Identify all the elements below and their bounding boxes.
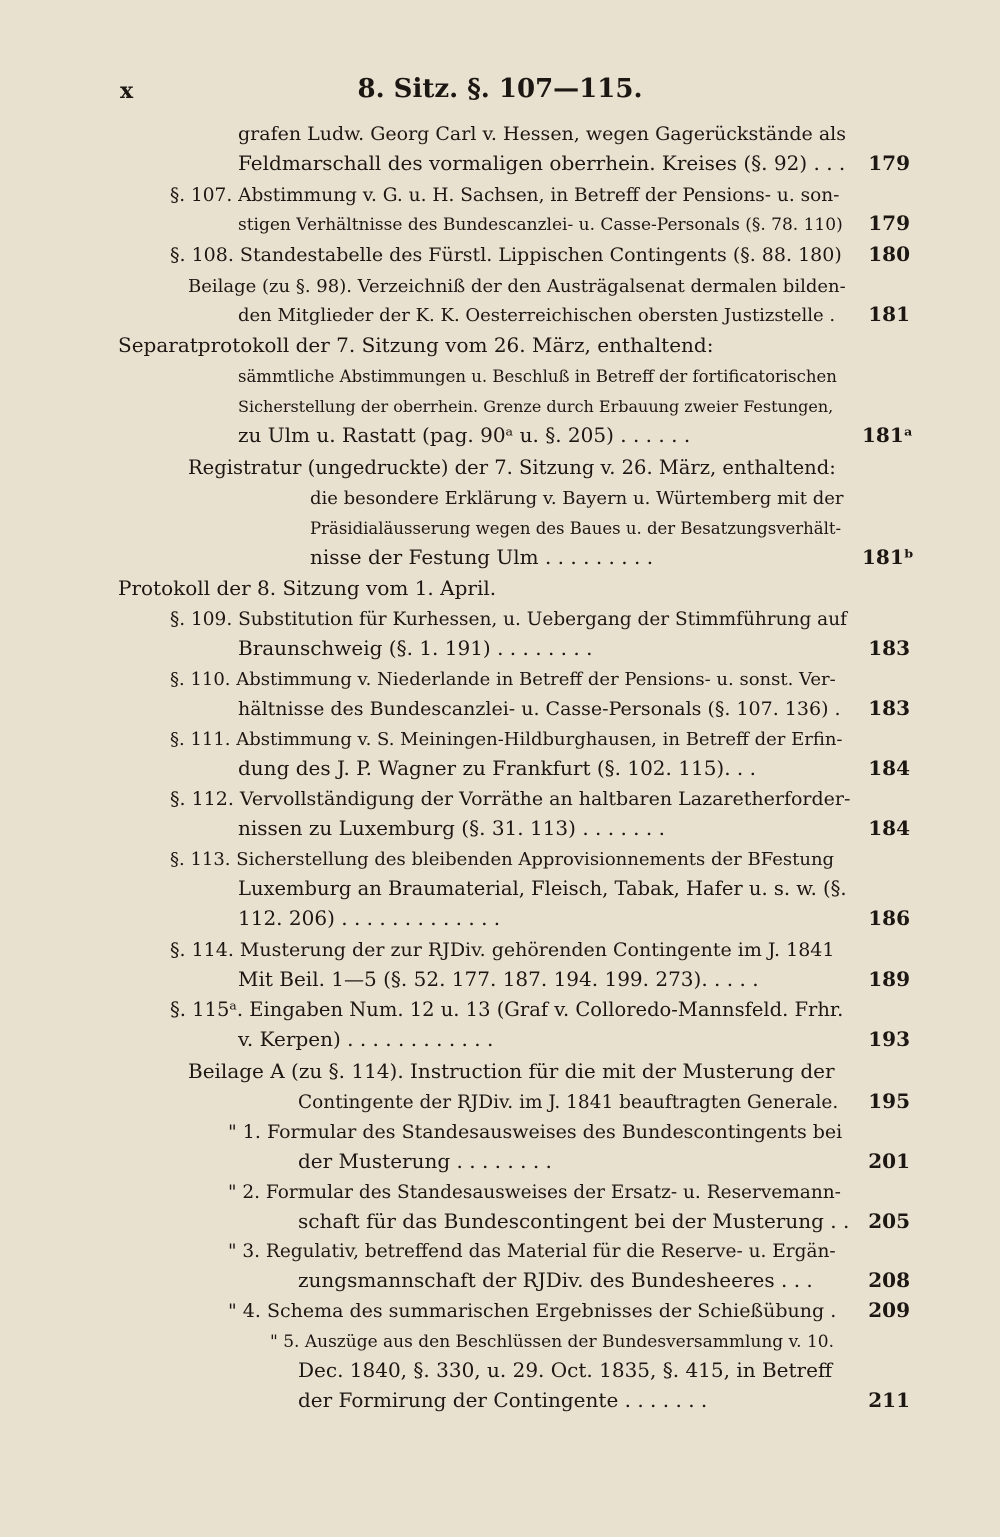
toc-line-text: 112. 206) . . . . . . . . . . . . . (238, 906, 501, 930)
toc-line (118, 573, 496, 604)
toc-line-text: Luxemburg an Braumaterial, Fleisch, Tabak, Hafer u. s. w. (§. (238, 877, 847, 900)
toc-line-text: " 3. Regulativ, betreffend das Material für die Reserve- u. Ergän- (228, 1241, 836, 1262)
toc-line-text: Protokoll der 8. Sitzung vom 1. April. (118, 576, 497, 600)
toc-line-text: der Musterung . . . . . . . . (298, 1149, 552, 1173)
toc-line-text: Feldmarschall des vormaligen oberrhein. Kreises (§. 92) . . . (238, 151, 846, 175)
toc-line (170, 663, 836, 694)
toc-line (238, 633, 592, 664)
toc-page-ref: 189 (868, 967, 910, 991)
toc-page-ref: 180 (868, 242, 910, 266)
toc-line (270, 1325, 834, 1356)
toc-line-text: v. Kerpen) . . . . . . . . . . . . (238, 1027, 494, 1051)
toc-line (170, 934, 834, 965)
toc-line-text: Beilage (zu §. 98). Verzeichniß der den Austrägalsenat dermalen bilden- (188, 276, 846, 297)
toc-line-text: " 1. Formular des Standesausweises des Bundescontingents bei (228, 1121, 843, 1143)
toc-line-text: §. 113. Sicherstellung des bleibenden Approvisionnements der BFestung (170, 849, 835, 870)
toc-page-ref: 209 (868, 1298, 910, 1322)
toc-line-text: grafen Ludw. Georg Carl v. Hessen, wegen Gagerückstände als (238, 123, 846, 145)
toc-line (238, 208, 843, 239)
toc-line (298, 1265, 813, 1296)
toc-page-ref: 208 (868, 1268, 910, 1292)
toc-page-ref: 183 (868, 696, 910, 720)
toc-line (170, 783, 850, 814)
page-number: x (120, 78, 134, 104)
toc-line-text: §. 107. Abstimmung v. G. u. H. Sachsen, in Betreff der Pensions- u. son- (170, 185, 840, 206)
toc-line (310, 542, 653, 573)
toc-line (170, 239, 842, 270)
toc-line-text: §. 114. Musterung der zur RJDiv. gehörenden Contingente im J. 1841 (170, 939, 835, 961)
toc-line (238, 693, 841, 724)
toc-line-text: Mit Beil. 1—5 (§. 52. 177. 187. 194. 199. 273). . . . . (238, 967, 759, 991)
toc-line (170, 723, 843, 754)
toc-line (118, 330, 713, 361)
toc-page-ref: 205 (868, 1209, 910, 1233)
toc-line (298, 1146, 552, 1177)
toc-line (188, 1056, 835, 1087)
toc-line (238, 148, 845, 179)
toc-line (170, 603, 847, 634)
toc-line (188, 270, 846, 301)
toc-line-text: §. 108. Standestabelle des Fürstl. Lippischen Contingents (§. 88. 180) (170, 244, 842, 266)
toc-line (238, 903, 500, 934)
toc-line-text: sämmtliche Abstimmungen u. Beschluß in Betreff der fortificatorischen (238, 367, 837, 386)
toc-line-text: dung des J. P. Wagner zu Frankfurt (§. 102. 115). . . (238, 756, 757, 780)
toc-page-ref: 201 (868, 1149, 910, 1173)
toc-line-text: " 4. Schema des summarischen Ergebnisses der Schießübung . (228, 1300, 837, 1322)
toc-line (298, 1086, 838, 1117)
toc-line (238, 964, 759, 995)
toc-line-text: die besondere Erklärung v. Bayern u. Würtemberg mit der (310, 488, 844, 509)
toc-line-text: Contingente der RJDiv. im J. 1841 beauftragten Generale. (298, 1092, 839, 1113)
toc-page-ref: 181ᵇ (862, 545, 914, 569)
toc-line (238, 299, 835, 330)
toc-line (170, 179, 839, 210)
toc-line (238, 1024, 493, 1055)
toc-line-text: zu Ulm u. Rastatt (pag. 90ᵃ u. §. 205) . . . . . . (238, 423, 691, 447)
toc-line-text: " 5. Auszüge aus den Beschlüssen der Bundesversammlung v. 10. (270, 1332, 835, 1352)
toc-page-ref: 186 (868, 906, 910, 930)
toc-page-ref: 193 (868, 1027, 910, 1051)
toc-line-text: hältnisse des Bundescanzlei- u. Casse-Personals (§. 107. 136) . (238, 698, 841, 720)
toc-line (238, 753, 756, 784)
toc-page-ref: 195 (868, 1089, 910, 1113)
toc-line-text: nisse der Festung Ulm . . . . . . . . . (310, 545, 654, 569)
toc-line (228, 1176, 841, 1207)
toc-line (228, 1295, 836, 1326)
toc-line (170, 994, 843, 1025)
toc-line (228, 1235, 836, 1266)
toc-page-ref: 179 (868, 151, 910, 175)
toc-line (238, 420, 690, 451)
toc-page-ref: 179 (868, 211, 910, 235)
toc-line-text: Registratur (ungedruckte) der 7. Sitzung v. 26. März, enthaltend: (188, 456, 836, 479)
toc-line-text: stigen Verhältnisse des Bundescanzlei- u. Casse-Personals (§. 78. 110) (238, 215, 843, 235)
toc-line-text: den Mitglieder der K. K. Oesterreichischen obersten Justizstelle . (238, 305, 836, 326)
toc-page-ref: 181ᵃ (862, 423, 914, 447)
toc-line-text: " 2. Formular des Standesausweises der Ersatz- u. Reservemann- (228, 1182, 841, 1203)
toc-page-ref: 181 (868, 302, 910, 326)
running-head: 8. Sitz. §. 107—115. (357, 74, 643, 104)
toc-line-text: §. 110. Abstimmung v. Niederlande in Betreff der Pensions- u. sonst. Ver- (170, 669, 836, 690)
toc-line (238, 873, 847, 904)
toc-line (238, 118, 846, 149)
toc-page-ref: 184 (868, 816, 910, 840)
toc-line (298, 1206, 849, 1237)
toc-line-text: zungsmannschaft der RJDiv. des Bundesheeres . . . (298, 1268, 813, 1292)
toc-line (310, 512, 841, 543)
toc-line-text: §. 115ᵃ. Eingaben Num. 12 u. 13 (Graf v. Colloredo-Mannsfeld. Frhr. (170, 998, 844, 1021)
toc-line-text: §. 112. Vervollständigung der Vorräthe an haltbaren Lazaretherforder- (170, 788, 851, 810)
toc-line-text: der Formirung der Contingente . . . . . . . (298, 1388, 708, 1412)
toc-line-text: Sicherstellung der oberrhein. Grenze durch Erbauung zweier Festungen, (238, 397, 834, 416)
toc-line-text: Braunschweig (§. 1. 191) . . . . . . . . (238, 636, 593, 660)
toc-line-text: Separatprotokoll der 7. Sitzung vom 26. März, enthaltend: (118, 333, 714, 357)
toc-line-text: schaft für das Bundescontingent bei der Musterung . . (298, 1209, 850, 1233)
toc-line (188, 452, 836, 483)
toc-line-text: Dec. 1840, §. 330, u. 29. Oct. 1835, §. 415, in Betreff (298, 1358, 833, 1382)
toc-page-ref: 184 (868, 756, 910, 780)
toc-line-text: §. 111. Abstimmung v. S. Meiningen-Hildburghausen, in Betreff der Erfin- (170, 729, 843, 750)
toc-line (298, 1355, 832, 1386)
toc-line (298, 1385, 707, 1416)
toc-page-ref: 211 (868, 1388, 910, 1412)
toc-line (238, 813, 665, 844)
toc-line (228, 1116, 842, 1147)
toc-line (310, 482, 844, 513)
toc-line (170, 843, 834, 874)
toc-line-text: §. 109. Substitution für Kurhessen, u. Uebergang der Stimmführung auf (170, 609, 847, 630)
toc-line-text: Beilage A (zu §. 114). Instruction für die mit der Musterung der (188, 1059, 835, 1083)
page-header (0, 72, 1000, 112)
toc-line (238, 360, 837, 391)
toc-line (238, 390, 833, 421)
toc-page-ref: 183 (868, 636, 910, 660)
toc-line-text: nissen zu Luxemburg (§. 31. 113) . . . . . . . (238, 816, 665, 840)
toc-line-text: Präsidialäusserung wegen des Baues u. der Besatzungsverhält- (310, 519, 842, 538)
